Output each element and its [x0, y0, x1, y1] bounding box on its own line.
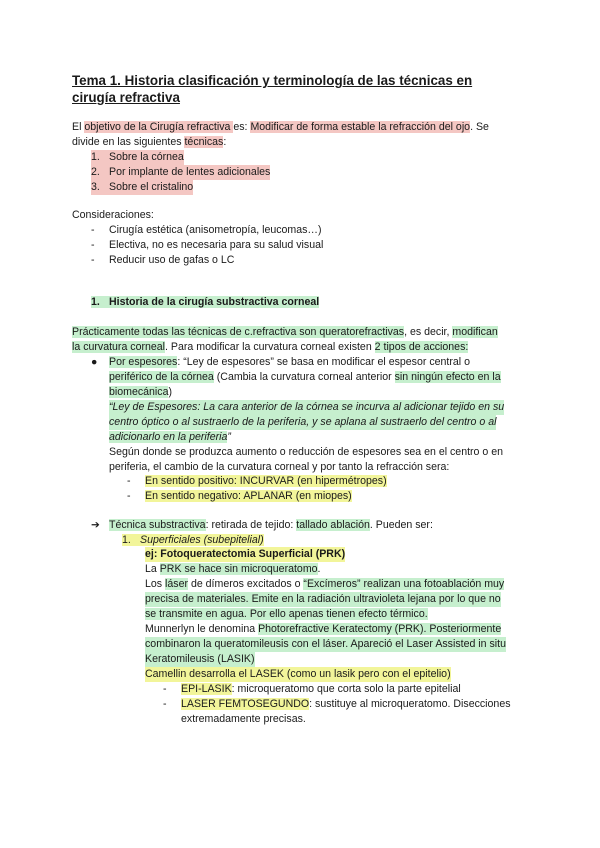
list-number: 3. — [91, 181, 100, 193]
bullet-line-2 — [109, 370, 501, 385]
highlight-term: LASER FEMTOSEGUNDO — [181, 698, 310, 710]
text: adicionarlo en la periferia — [109, 431, 228, 443]
highlight-term: Por espesores — [109, 356, 178, 368]
bullet-dot-icon: ● — [91, 356, 98, 368]
list-item-text: Superficiales (subepitelial) — [140, 534, 264, 546]
text: . Se — [470, 121, 489, 133]
text: es: — [233, 121, 251, 133]
highlight-term: “Excímeros” realizan una fotoablación muy — [303, 578, 505, 590]
section-para-line-1 — [72, 325, 498, 340]
highlight-objetivo: objetivo de la Cirugía refractiva — [84, 121, 234, 133]
section-heading — [91, 295, 319, 310]
list-item-text: Reducir uso de gafas o LC — [109, 254, 235, 266]
intro-line-2 — [72, 135, 226, 150]
highlight-modificar: Modificar de forma estable la refracción del ojo — [250, 121, 471, 133]
quote-line: centro óptico o al sustraerlo de la periferia, y se aplana al sustraerlo del centro o al — [109, 416, 497, 428]
text: La — [145, 563, 160, 575]
highlight-tecnicas: técnicas — [184, 136, 224, 148]
text: : retirada de tejido: — [205, 519, 297, 531]
text: . Para modificar la curvatura corneal existen — [165, 341, 375, 353]
bullet-line-3 — [109, 385, 172, 400]
list-item — [91, 150, 184, 165]
dash-bullet: - — [91, 224, 95, 236]
highlight-term: queratorefractivas — [319, 326, 405, 338]
body-line — [145, 562, 321, 577]
list-item-text: En sentido negativo: APLANAR (en miopes) — [145, 490, 352, 502]
arrow-line — [91, 518, 433, 533]
list-item — [91, 180, 193, 195]
highlight-term: biomecánica — [109, 386, 169, 398]
sub-numbered-item — [122, 533, 264, 548]
highlight-term: Técnica substractiva — [109, 519, 206, 531]
bullet-line-1 — [91, 355, 470, 370]
list-item-text: Cirugía estética (anisometropía, leucomas…) — [109, 224, 322, 236]
list-item-text: Sobre el cristalino — [109, 181, 194, 193]
text: Los — [145, 578, 166, 590]
example-heading: ej: Fotoqueratectomia Superficial (PRK) — [145, 548, 346, 560]
text: . Pueden ser: — [369, 519, 433, 531]
highlight-term: tallado ablación — [296, 519, 370, 531]
section-title: Historia de la cirugía substractiva corneal — [109, 296, 320, 308]
section-para-line-2 — [72, 340, 468, 355]
considerations-heading: Consideraciones: — [72, 209, 154, 221]
text: , es decir, — [404, 326, 453, 338]
highlight-term: apenas tienen efecto térmico. — [288, 608, 428, 620]
highlight-term: sin ningún efecto en la — [394, 371, 501, 383]
quote-line — [109, 430, 231, 445]
text: ) — [168, 386, 173, 398]
body-line: precisa de materiales. Emite en la radiación ultravioleta lejana por lo que no — [145, 593, 501, 605]
body-line: Camellin desarrolla el LASEK (como un lasik pero con el epitelio) — [145, 668, 451, 680]
text: se transmite en agua. Por ello — [145, 608, 289, 620]
dash-bullet: - — [127, 490, 131, 502]
text: Munnerlyn le denomina — [145, 623, 259, 635]
quote-line: “Ley de Espesores: La cara anterior de la córnea se incurva al adicionar tejido en su — [109, 401, 505, 413]
page-title: Tema 1. Historia clasificación y terminología de las técnicas en cirugía refractiva — [72, 73, 473, 105]
text: : “Ley de espesores” se basa en modificar el espesor central o — [177, 356, 470, 368]
list-item-text: Electiva, no es necesaria para su salud visual — [109, 239, 324, 251]
text: : — [223, 136, 227, 148]
list-item-text: Sobre la córnea — [109, 151, 184, 163]
list-item — [91, 253, 234, 268]
text: . — [317, 563, 321, 575]
dash-bullet: - — [163, 683, 167, 695]
list-number: 1. — [122, 534, 131, 546]
dash-bullet: - — [163, 698, 167, 710]
body-line: Keratomileusis (LASIK) — [145, 653, 255, 665]
list-item — [91, 223, 322, 238]
text: : microqueratomo que corta solo la parte epitelial — [231, 683, 461, 695]
dash-bullet: - — [127, 475, 131, 487]
intro-line-1 — [72, 120, 489, 135]
arrow-right-icon: ➔ — [91, 519, 100, 531]
dash-bullet: - — [91, 254, 95, 266]
text: divide en las siguientes — [72, 136, 185, 148]
list-item-text: Por implante de lentes adicionales — [109, 166, 271, 178]
text: (Cambia la curvatura corneal anterior — [213, 371, 395, 383]
highlight-term: Photorefractive Keratectomy (PRK). Posteriormente — [258, 623, 502, 635]
text: Prácticamente todas las técnicas de c.refractiva son — [72, 326, 320, 338]
highlight-term: 2 tipos de acciones: — [374, 341, 469, 353]
highlight-term: la curvatura corneal — [72, 341, 166, 353]
body-line — [145, 622, 501, 637]
dash-bullet: - — [91, 239, 95, 251]
sub-list-item — [163, 682, 461, 697]
list-number: 2. — [91, 166, 100, 178]
text: El — [72, 121, 85, 133]
highlight-term: PRK se hace sin microqueratomo — [159, 563, 318, 575]
sub-list-item-continued: extremadamente precisas. — [181, 713, 306, 725]
highlight-term: periférico de la córnea — [109, 371, 214, 383]
text: : sustituye al microqueratomo. Disecciones — [309, 698, 511, 710]
sub-list-item — [163, 697, 511, 712]
body-line: combinaron la queratomileusis con el láser. Apareció el Laser Assisted in situ — [145, 638, 506, 650]
list-item — [91, 238, 323, 253]
text: ” — [227, 431, 231, 443]
sub-list-item — [127, 474, 387, 489]
body-line — [145, 577, 504, 592]
sub-list-item — [127, 489, 352, 504]
bullet-para-line: Según donde se produzca aumento o reducción de espesores sea en el centro o en — [109, 446, 504, 458]
section-number: 1. — [91, 296, 100, 308]
list-item-text: En sentido positivo: INCURVAR (en hipermétropes) — [145, 475, 387, 487]
text: de dímeros excitados o — [188, 578, 304, 590]
highlight-term: EPI-LASIK — [181, 683, 232, 695]
bullet-para-line: periferia, el cambio de la curvatura corneal y por tanto la refracción sera: — [109, 461, 450, 473]
list-item — [91, 165, 270, 180]
body-line — [145, 607, 428, 622]
list-number: 1. — [91, 151, 100, 163]
highlight-term: modifican — [452, 326, 498, 338]
highlight-term: láser — [165, 578, 188, 590]
